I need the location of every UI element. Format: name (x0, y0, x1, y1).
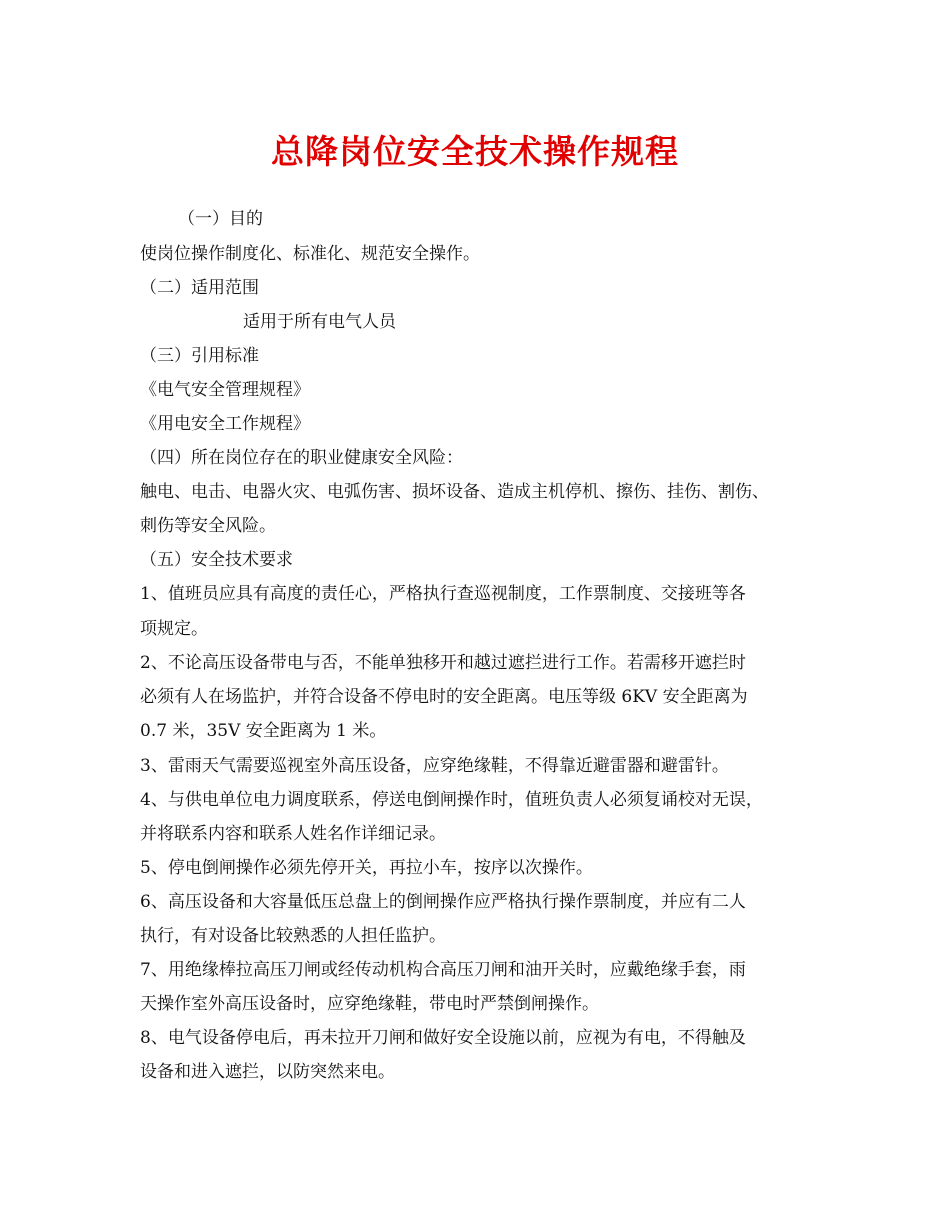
paragraph-line: 触电、电击、电器火灾、电弧伤害、损坏设备、造成主机停机、擦伤、挂伤、割伤、 (140, 482, 769, 502)
paragraph-line: 必须有人在场监护，并符合设备不停电时的安全距离。电压等级 6KV 安全距离为 (140, 687, 748, 707)
paragraph-line: 5、停电倒闸操作必须先停开关，再拉小车，按序以次操作。 (140, 858, 593, 878)
paragraph-line: 7、用绝缘棒拉高压刀闸或经传动机构合高压刀闸和油开关时，应戴绝缘手套，雨 (140, 960, 746, 980)
paragraph-line: 《用电安全工作规程》 (140, 414, 310, 434)
paragraph-line: 设备和进入遮拦，以防突然来电。 (140, 1062, 395, 1082)
section-heading-scope: （二）适用范围 (140, 278, 259, 298)
paragraph-line: 6、高压设备和大容量低压总盘上的倒闸操作应严格执行操作票制度，并应有二人 (140, 892, 746, 912)
paragraph-line: 使岗位操作制度化、标准化、规范安全操作。 (140, 244, 480, 264)
paragraph-line: 4、与供电单位电力调度联系，停送电倒闸操作时，值班负责人必须复诵校对无误， (140, 790, 763, 810)
paragraph-line: 1、值班员应具有高度的责任心，严格执行查巡视制度，工作票制度、交接班等各 (140, 584, 746, 604)
paragraph-line: 天操作室外高压设备时，应穿绝缘鞋，带电时严禁倒闸操作。 (140, 994, 599, 1014)
section-heading-requirements: （五）安全技术要求 (140, 550, 293, 570)
paragraph-line: 《电气安全管理规程》 (140, 380, 310, 400)
section-heading-purpose: （一）目的 (178, 209, 263, 229)
section-heading-risks: （四）所在岗位存在的职业健康安全风险： (140, 448, 463, 468)
paragraph-line: 项规定。 (140, 619, 208, 639)
section-heading-standards: （三）引用标准 (140, 346, 259, 366)
paragraph-line: 并将联系内容和联系人姓名作详细记录。 (140, 824, 446, 844)
paragraph-line: 适用于所有电气人员 (243, 312, 396, 332)
paragraph-line: 0.7 米，35V 安全距离为 1 米。 (140, 721, 387, 741)
paragraph-line: 8、电气设备停电后，再未拉开刀闸和做好安全设施以前，应视为有电，不得触及 (140, 1028, 746, 1048)
paragraph-line: 执行，有对设备比较熟悉的人担任监护。 (140, 926, 446, 946)
paragraph-line: 3、雷雨天气需要巡视室外高压设备，应穿绝缘鞋，不得靠近避雷器和避雷针。 (140, 756, 729, 776)
paragraph-line: 2、不论高压设备带电与否，不能单独移开和越过遮拦进行工作。若需移开遮拦时 (140, 653, 746, 673)
paragraph-line: 刺伤等安全风险。 (140, 516, 276, 536)
page-title: 总降岗位安全技术操作规程 (271, 132, 679, 171)
